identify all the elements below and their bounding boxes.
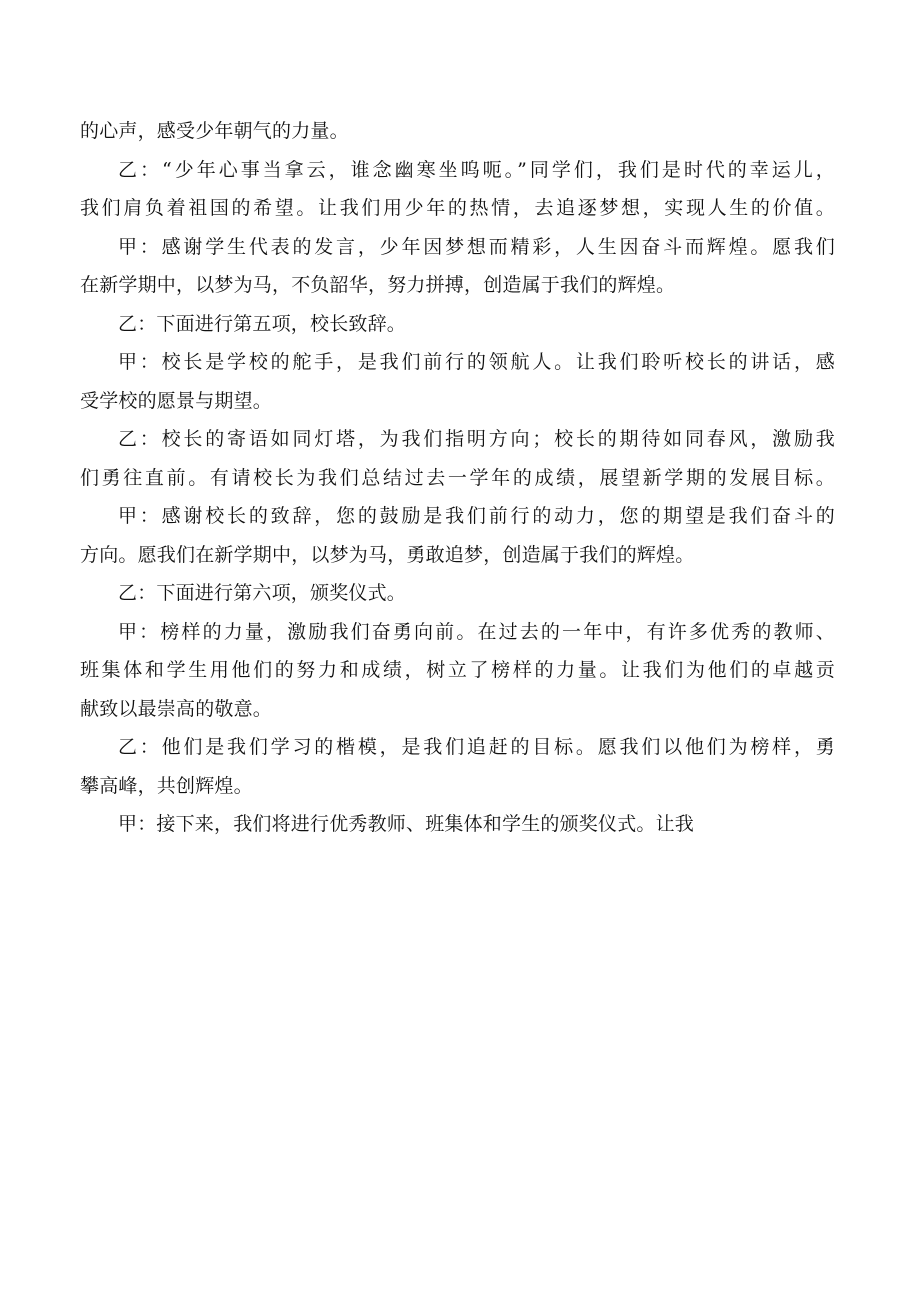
text-line: 攀高峰，共创辉煌。 xyxy=(80,774,253,797)
text-line: 的心声，感受少年朝气的力量。 xyxy=(80,120,349,142)
text-line: 班集体和学生用他们的努力和成绩，树立了榜样的力量。让我们为他们的卓越贡 xyxy=(80,659,835,681)
text-line: 们勇往直前。有请校长为我们总结过去一学年的成绩，展望新学期的发展目标。 xyxy=(80,466,835,489)
text-line: 甲：感谢学生代表的发言，少年因梦想而精彩，人生因奋斗而辉煌。愿我们 xyxy=(118,235,835,258)
text-line: 乙：“少年心事当拿云，谁念幽寒坐呜呃。”同学们，我们是时代的幸运儿， xyxy=(118,158,835,181)
text-line: 乙：下面进行第六项，颁奖仪式。 xyxy=(118,582,407,604)
text-line: 献致以最崇高的敬意。 xyxy=(80,697,273,720)
text-line: 在新学期中，以梦为马，不负韶华，努力拼搏，创造属于我们的辉煌。 xyxy=(80,274,676,296)
text-line: 乙：下面进行第五项，校长致辞。 xyxy=(118,312,407,335)
text-line: 甲：接下来，我们将进行优秀教师、班集体和学生的颁奖仪式。让我 xyxy=(118,813,695,835)
document-body xyxy=(80,112,835,844)
text-line: 乙：他们是我们学习的楷模，是我们追赶的目标。愿我们以他们为榜样，勇 xyxy=(118,736,835,758)
text-line: 受学校的愿景与期望。 xyxy=(80,389,273,412)
text-line: 甲：榜样的力量，激励我们奋勇向前。在过去的一年中，有许多优秀的教师、 xyxy=(118,620,835,643)
text-line: 我们肩负着祖国的希望。让我们用少年的热情，去追逐梦想，实现人生的价值。 xyxy=(80,197,835,219)
text-line: 甲：感谢校长的致辞，您的鼓励是我们前行的动力，您的期望是我们奋斗的 xyxy=(118,505,835,527)
text-line: 乙：校长的寄语如同灯塔，为我们指明方向；校长的期待如同春风，激励我 xyxy=(118,428,835,450)
text-line: 甲：校长是学校的舵手，是我们前行的领航人。让我们聆听校长的讲话，感 xyxy=(118,351,835,373)
text-line: 方向。愿我们在新学期中，以梦为马，勇敢追梦，创造属于我们的辉煌。 xyxy=(80,543,695,566)
